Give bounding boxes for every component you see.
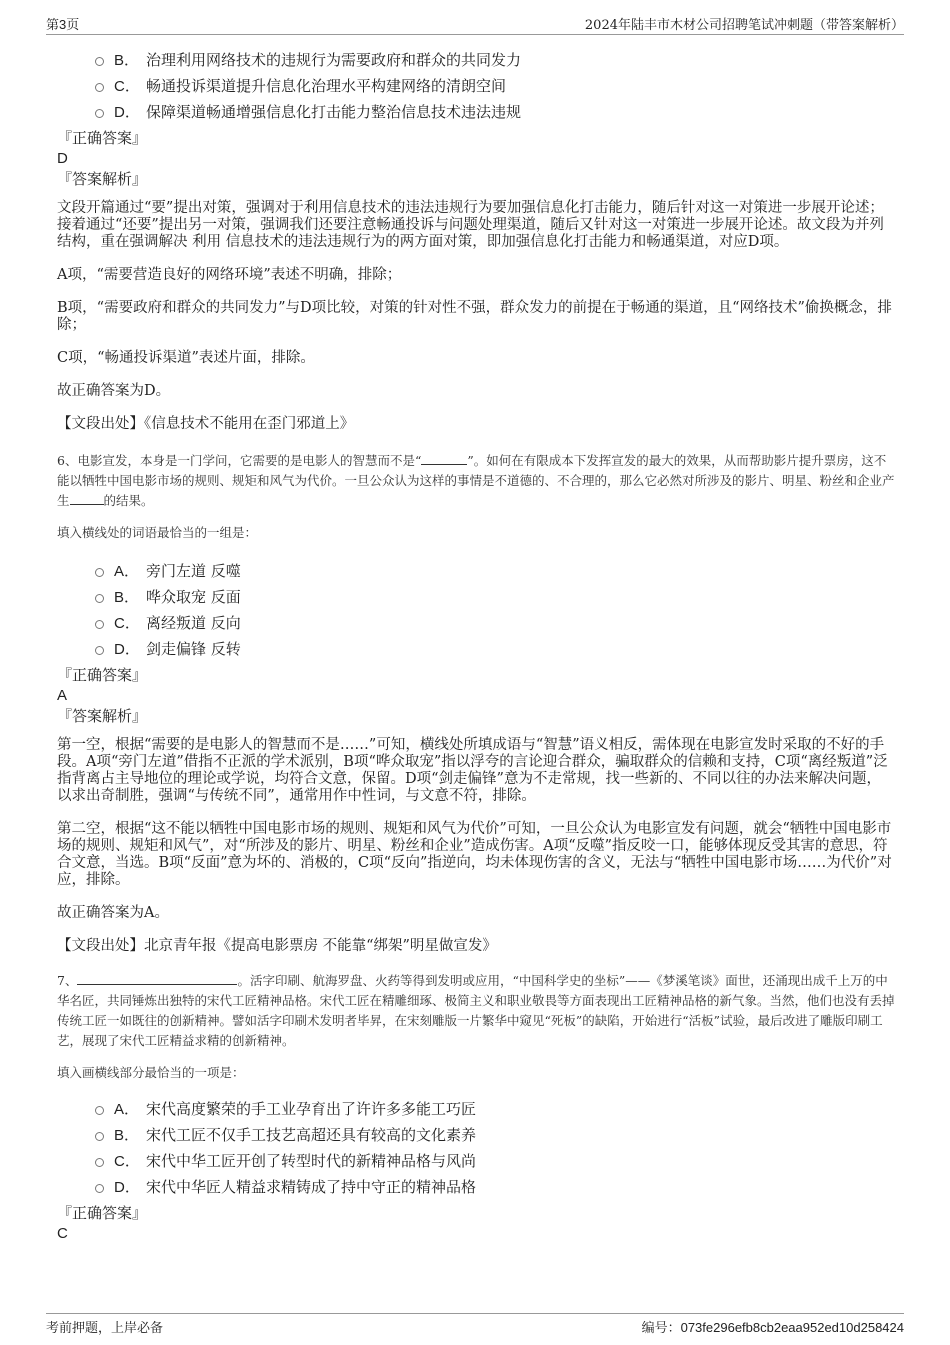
radio-icon[interactable] [95, 620, 104, 629]
correct-answer: C [57, 1225, 68, 1242]
radio-icon[interactable] [95, 594, 104, 603]
footer-slogan: 考前押题，上岸必备 [46, 1321, 164, 1336]
page-header [46, 12, 904, 35]
analysis-paragraph: 第二空，根据“这不能以牺牲中国电影市场的规则、规矩和风气为代价”可知，一旦公众认为电影宣发有问题，就会“牺牲中国电影市场的规则、规矩和风气”，对“所涉及的影片、明星、粉丝和企业”造成伤害。A项“反噬”指反咬一口，能够体现反受其害的意思，符合文意，当选。B项“反面”意为坏的、消极的，C项“反向”指逆向，均未体现伤害的含义，无法与“牺牲中国电影市场……为代价”对应，排除。 [57, 821, 892, 888]
correct-answer: A [57, 687, 68, 704]
q5-options [57, 46, 895, 124]
radio-icon[interactable] [95, 1158, 104, 1167]
correct-answer: D [57, 150, 68, 167]
option-a[interactable]: A． 宋代高度繁荣的手工业孕育出了许许多多能工巧匠 [95, 1095, 895, 1121]
analysis-label: 『答案解析』 [57, 170, 148, 188]
analysis-label: 『答案解析』 [57, 707, 148, 725]
radio-icon[interactable] [95, 646, 104, 655]
blank-line [77, 972, 237, 985]
answer-label: 『正确答案』 [57, 666, 148, 684]
option-d[interactable]: D． 保障渠道畅通增强信息化打击能力整治信息技术违法违规 [95, 98, 895, 124]
option-c[interactable]: C． 畅通投诉渠道提升信息化治理水平构建网络的清朗空间 [95, 72, 895, 98]
analysis-paragraph: A项，“需要营造良好的网络环境”表述不明确，排除； [57, 267, 402, 283]
radio-icon[interactable] [95, 83, 104, 92]
page-footer [46, 1313, 904, 1334]
source-citation: 【文段出处】北京青年报《提高电影票房 不能靠“绑架”明星做宣发》 [57, 938, 497, 954]
question-6-prompt: 填入横线处的词语最恰当的一组是： [57, 525, 258, 540]
radio-icon[interactable] [95, 1106, 104, 1115]
analysis-conclusion: 故正确答案为A。 [57, 905, 169, 921]
page-number: 第3页 [46, 17, 80, 32]
blank-line [421, 452, 467, 465]
analysis-conclusion: 故正确答案为D。 [57, 383, 171, 399]
radio-icon[interactable] [95, 568, 104, 577]
option-b[interactable]: B． 治理利用网络技术的违规行为需要政府和群众的共同发力 [95, 46, 895, 72]
answer-label: 『正确答案』 [57, 129, 148, 147]
page-content [57, 46, 895, 1244]
analysis-paragraph: B项，“需要政府和群众的共同发力”与D项比较，对策的针对性不强，群众发力的前提在于畅通的渠道，且“网络技术”偷换概念，排除； [57, 300, 892, 333]
option-b[interactable]: B． 哗众取宠 反面 [95, 583, 895, 609]
radio-icon[interactable] [95, 1184, 104, 1193]
q7-options [57, 1095, 895, 1199]
document-title: 2024年陆丰市木材公司招聘笔试冲刺题（带答案解析） [584, 18, 904, 33]
analysis-paragraph: C项，“畅通投诉渠道”表述片面，排除。 [57, 350, 315, 366]
analysis-paragraph: 文段开篇通过“要”提出对策，强调对于利用信息技术的违法违规行为要加强信息化打击能力，随后针对这一对策进一步展开论述；接着通过“还要”提出另一对策，强调我们还要注意畅通投诉与问题处理渠道，随后又针对这一对策进一步展开论述。故文段为并列结构，重在强调解决 利用 信息技术的违法违规行为的两方面对策，即加强信息化打击能力和畅通渠道，对应D项。 [57, 200, 884, 250]
option-a[interactable]: A． 旁门左道 反噬 [95, 557, 895, 583]
option-c[interactable]: C． 宋代中华工匠开创了转型时代的新精神品格与风尚 [95, 1147, 895, 1173]
analysis-paragraph: 第一空，根据“需要的是电影人的智慧而不是……”可知，横线处所填成语与“智慧”语义相反，需体现在电影宣发时采取的不好的手段。A项“旁门左道”借指不正派的学术派别，B项“哗众取宠”指以浮夸的言论迎合群众，骗取群众的信赖和支持，C项“离经叛道”泛指背离占主导地位的理论或学说，均符合文意，保留。D项“剑走偏锋”意为不走常规，找一些新的、不同以往的办法来解决问题，以求出奇制胜，强调“与传统不同”，通常用作中性词，与文意不符，排除。 [57, 737, 888, 804]
option-b[interactable]: B． 宋代工匠不仅手工技艺高超还具有较高的文化素养 [95, 1121, 895, 1147]
question-7-stem: 7、 。活字印刷、航海罗盘、火药等得到发明或应用，“中国科学史的坐标”——《梦溪笔谈》面世，还涌现出成千上万的中华名匠，共同锤炼出独特的宋代工匠精神品格。宋代工匠在精雕细琢、极简主义和职业敬畏等方面表现出工匠精神品格的新气象。当然，他们也没有丢掉传统工匠一如既往的创新精神。譬如活字印刷术发明者毕昇，在宋刻雕版一片繁华中窥见“死板”的缺陷，开始进行“活板”试验，最后改进了雕版印刷工艺，展现了宋代工匠精益求精的创新精神。 [57, 973, 895, 1048]
radio-icon[interactable] [95, 109, 104, 118]
answer-label: 『正确答案』 [57, 1204, 148, 1222]
option-d[interactable]: D． 剑走偏锋 反转 [95, 635, 895, 661]
option-c[interactable]: C． 离经叛道 反向 [95, 609, 895, 635]
blank-line [70, 492, 104, 505]
question-6-stem: 6、电影宣发，本身是一门学问，它需要的是电影人的智慧而不是“ ”。如何在有限成本下发挥宣发的最大的效果，从而帮助影片提升票房，这不能以牺牲中国电影市场的规则、规矩和风气为代价。一旦公众认为这样的事情是不道德的、不合理的，那么它必然对所涉及的影片、明星、粉丝和企业产生 的结果。 [57, 453, 895, 508]
option-d[interactable]: D． 宋代中华匠人精益求精铸成了持中守正的精神品格 [95, 1173, 895, 1199]
question-7-prompt: 填入画横线部分最恰当的一项是： [57, 1065, 245, 1080]
q6-options [57, 557, 895, 661]
document-code: 编号：073fe296efb8cb2eaa952ed10d258424 [641, 1320, 904, 1336]
source-citation: 【文段出处】《信息技术不能用在歪门邪道上》 [57, 416, 355, 432]
radio-icon[interactable] [95, 1132, 104, 1141]
radio-icon[interactable] [95, 57, 104, 66]
